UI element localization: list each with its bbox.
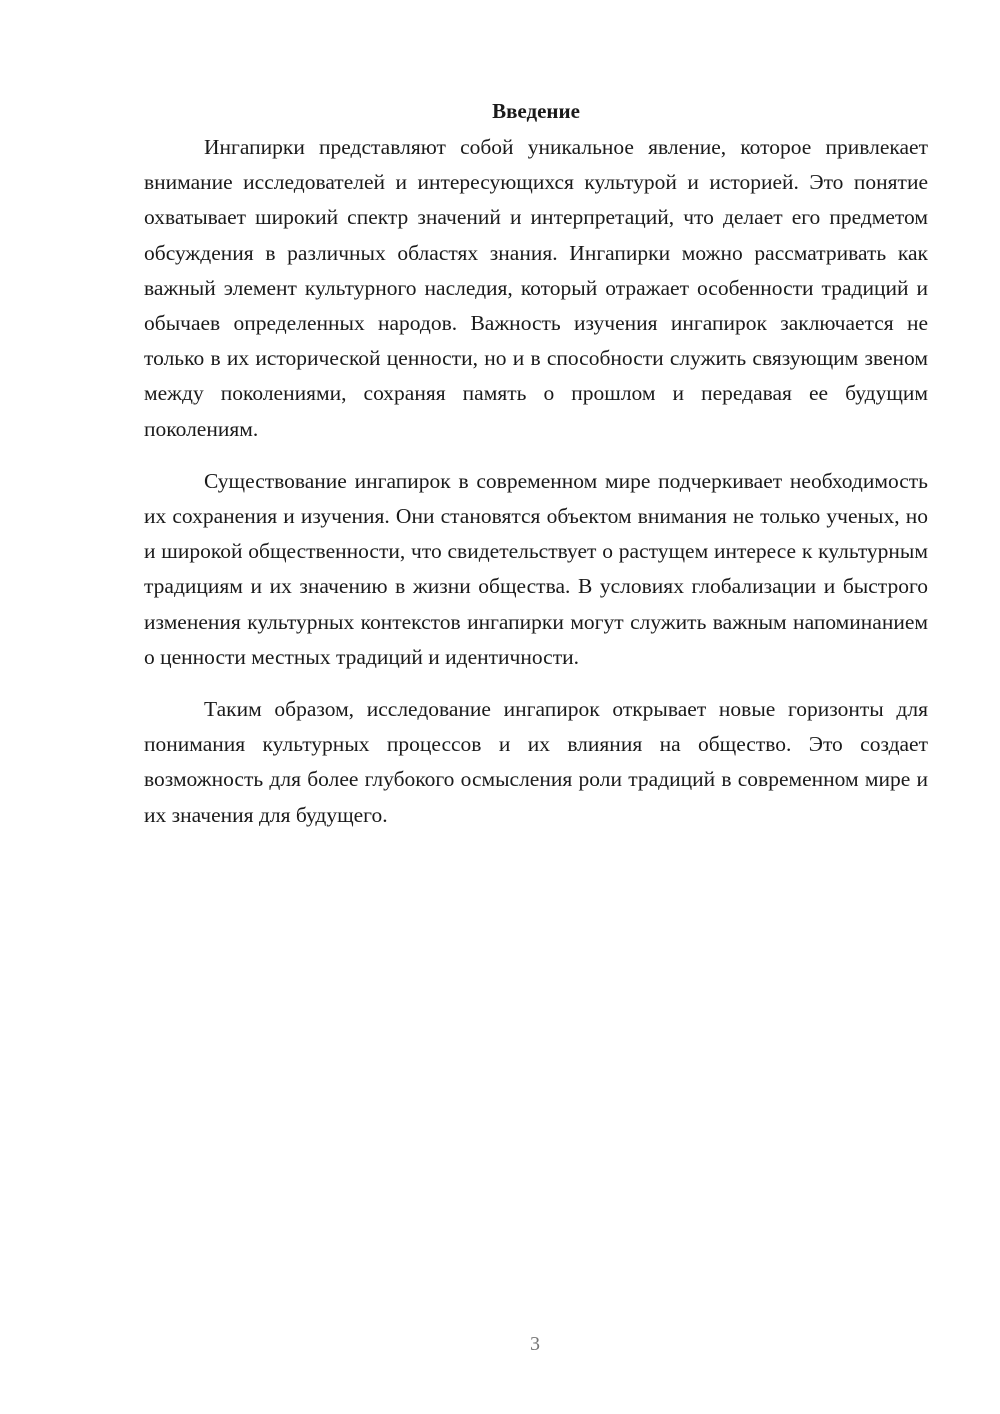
page-number: 3: [530, 1333, 540, 1355]
paragraph-1: Ингапирки представляют собой уникальное явление, которое привлекает внимание исследователей и интересующихся культурой и историей. Это понятие охватывает широкий спектр значений и интерпретаций, что делает его предметом обсуждения в различных областях знания. Ингапирки можно рассматривать как важный элемент культурного наследия, который отражает особенности традиций и обычаев определенных народов. Важность изучения ингапирок заключается не только в их исторической ценности, но и в способности служить связующим звеном между поколениями, сохраняя память о прошлом и передавая ее будущим поколениям.: [144, 135, 928, 441]
paragraph-3: Таким образом, исследование ингапирок открывает новые горизонты для понимания культурных процессов и их влияния на общество. Это создает возможность для более глубокого осмысления роли традиций в современном мире и их значения для будущего.: [144, 697, 928, 827]
section-title: Введение: [492, 99, 580, 123]
paragraph-2: Существование ингапирок в современном мире подчеркивает необходимость их сохранения и изучения. Они становятся объектом внимания не только ученых, но и широкой общественности, что свидетельствует о растущем интересе к культурным традициям и их значению в жизни общества. В условиях глобализации и быстрого изменения культурных контекстов ингапирки могут служить важным напоминанием о ценности местных традиций и идентичности.: [144, 468, 928, 669]
page-content: [144, 96, 928, 850]
